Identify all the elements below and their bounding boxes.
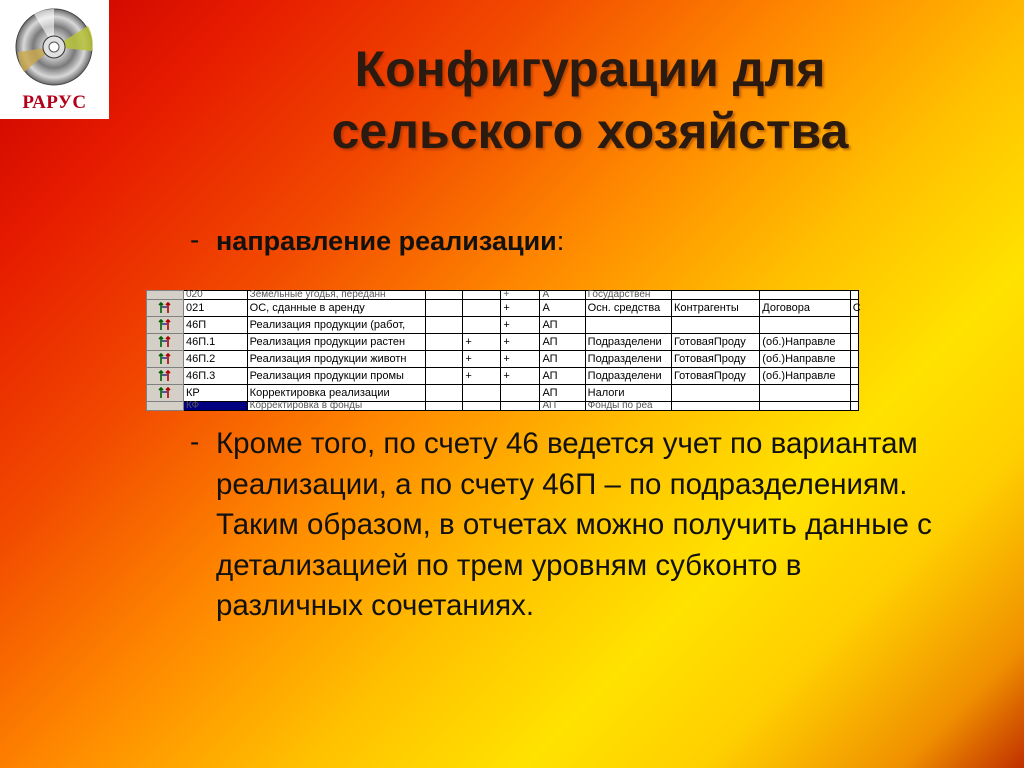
cell-f4: + (463, 351, 501, 368)
cell-f10 (850, 334, 858, 351)
table-row-partial-bottom[interactable] (147, 402, 859, 411)
cell-f6: А (540, 291, 585, 300)
table-row[interactable] (147, 317, 859, 334)
cell-f9 (760, 291, 850, 300)
cell-name: Реализация продукции промы (247, 368, 426, 385)
table-row[interactable] (147, 385, 859, 402)
cell-name: ОС, сданные в аренду (247, 300, 426, 317)
cell-f5: + (501, 300, 540, 317)
cell-f3 (426, 291, 463, 300)
accounts-table (146, 289, 861, 411)
table-row[interactable] (147, 368, 859, 385)
table-row[interactable] (147, 334, 859, 351)
cell-name: Земельные угодья, переданн (247, 291, 426, 300)
bullet-1-tail: : (556, 226, 565, 256)
cell-f8: Контрагенты (671, 300, 759, 317)
bullet-dash-2: - (190, 426, 200, 457)
table-row[interactable] (147, 300, 859, 317)
cell-code: 46П (183, 317, 247, 334)
cell-f4: + (463, 368, 501, 385)
cell-code: 46П.2 (183, 351, 247, 368)
cell-f10 (850, 368, 858, 385)
account-icon (158, 302, 172, 314)
cell-f8: ГотоваяПроду (671, 334, 759, 351)
cd-disc-icon (14, 6, 94, 88)
cell-f7: Подразделени (585, 351, 671, 368)
cell-f3 (426, 334, 463, 351)
cell-f7: Осн. средства (585, 300, 671, 317)
cell-f4 (463, 300, 501, 317)
table-row-partial-top[interactable] (147, 291, 859, 300)
slide-title (200, 38, 980, 162)
cell-name: Реализация продукции (работ, (247, 317, 426, 334)
account-icon (158, 353, 172, 365)
cell-name: Реализация продукции животн (247, 351, 426, 368)
cell-f6: АП (540, 385, 585, 402)
cell-f7: Подразделени (585, 334, 671, 351)
cell-f5: + (501, 368, 540, 385)
cell-f5: + (501, 334, 540, 351)
cell-code: КР (183, 385, 247, 402)
cell-f9: (об.)Направле (760, 368, 850, 385)
cell-f8: ГотоваяПроду (671, 368, 759, 385)
cell-f10: С (850, 300, 858, 317)
bullet-2-text: Кроме того, по счету 46 ведется учет по вариантам реализации, а по счету 46П – по подразделениям. Таким образом, в отчетах можно получить данные с детализацией по трем уровням субконто в различных сочетаниях. (216, 427, 932, 622)
title-line-1: Конфигурации для (354, 41, 826, 97)
cell-name: Корректировка реализации (247, 385, 426, 402)
cell-f8 (671, 291, 759, 300)
cell-f8 (671, 317, 759, 334)
cell-f9: (об.)Направле (760, 351, 850, 368)
cell-f7: Подразделени (585, 368, 671, 385)
account-icon (158, 336, 172, 348)
bullet-1-bold-text: направление реализации (216, 226, 557, 256)
cell-name: Реализация продукции растен (247, 334, 426, 351)
cell-f3 (426, 368, 463, 385)
cell-f7: Налоги (585, 385, 671, 402)
cell-f8: ГотоваяПроду (671, 351, 759, 368)
cell-f5 (501, 385, 540, 402)
table-row[interactable] (147, 351, 859, 368)
cell-f6: АП (540, 351, 585, 368)
cell-f4 (463, 317, 501, 334)
cell-f7 (585, 317, 671, 334)
cell-f7: Фонды по реа (585, 402, 671, 411)
cell-code-selected[interactable]: КФ (183, 402, 247, 411)
bullet-1 (216, 222, 564, 260)
cell-f5: + (501, 291, 540, 300)
cell-f9 (760, 385, 850, 402)
logo-text: РАРУС (22, 92, 87, 113)
cell-f9: Договора (760, 300, 850, 317)
cell-f4: + (463, 334, 501, 351)
cell-code: 46П.1 (183, 334, 247, 351)
cell-f3 (426, 385, 463, 402)
account-icon (158, 370, 172, 382)
cell-code: 46П.3 (183, 368, 247, 385)
cell-f5: + (501, 351, 540, 368)
account-icon (158, 387, 172, 399)
cell-f3 (426, 317, 463, 334)
cell-f4 (463, 291, 501, 300)
cell-f9 (760, 317, 850, 334)
cell-code: 021 (183, 300, 247, 317)
cell-f5: + (501, 317, 540, 334)
cell-code: 020 (183, 291, 247, 300)
cell-f3 (426, 300, 463, 317)
account-icon (158, 319, 172, 331)
cell-f3 (426, 351, 463, 368)
cell-f8 (671, 385, 759, 402)
cell-f10 (850, 317, 858, 334)
cell-f6: АП (540, 402, 585, 411)
rarus-logo (0, 0, 109, 119)
cell-f10 (850, 385, 858, 402)
bullet-dash-1: - (190, 224, 200, 255)
cell-name: Корректировка в фонды (247, 402, 426, 411)
cell-f6: А (540, 300, 585, 317)
cell-f6: АП (540, 368, 585, 385)
cell-f9: (об.)Направле (760, 334, 850, 351)
cell-f7: Государствен (585, 291, 671, 300)
cell-f6: АП (540, 334, 585, 351)
title-line-2: сельского хозяйства (331, 103, 849, 159)
cell-f4 (463, 385, 501, 402)
cell-f10 (850, 291, 858, 300)
cell-f6: АП (540, 317, 585, 334)
cell-f10 (850, 351, 858, 368)
